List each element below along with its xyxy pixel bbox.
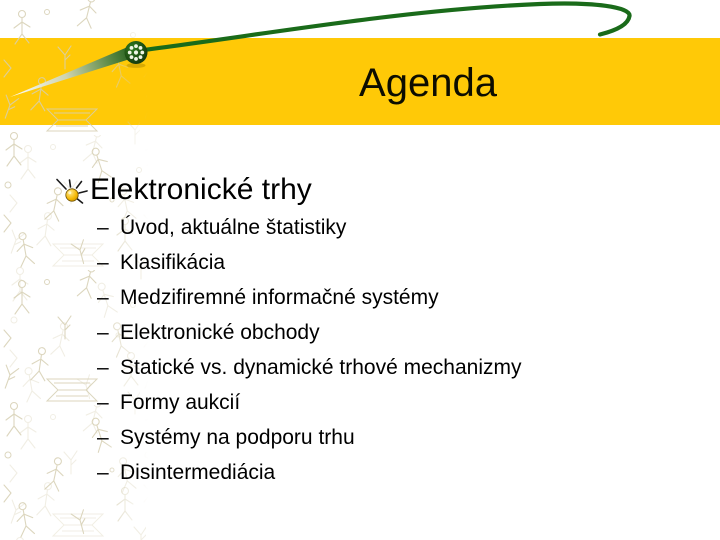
agenda-list <box>97 214 521 494</box>
sub-bullet-dash: – <box>97 426 109 449</box>
sub-bullet-dash: – <box>97 251 109 274</box>
sub-bullet-dash: – <box>97 286 109 309</box>
slide-title: Agenda <box>359 61 497 105</box>
list-item-text: Klasifikácia <box>120 251 226 274</box>
list-item <box>97 214 521 249</box>
list-item-text: Systémy na podporu trhu <box>120 426 355 449</box>
bullet-heading-row <box>54 172 312 208</box>
list-item <box>97 459 521 494</box>
sub-bullet-dash: – <box>97 216 109 239</box>
sub-bullet-dash: – <box>97 391 109 414</box>
list-item <box>97 249 521 284</box>
bullet-heading: Elektronické trhy <box>90 173 312 206</box>
list-item <box>97 424 521 459</box>
list-item-text: Formy aukcií <box>120 391 241 414</box>
list-item-text: Medzifiremné informačné systémy <box>120 286 439 309</box>
list-item <box>97 389 521 424</box>
list-item <box>97 284 521 319</box>
list-item-text: Disintermediácia <box>120 461 276 484</box>
sub-bullet-dash: – <box>97 321 109 344</box>
sun-bullet-icon <box>54 176 90 206</box>
list-item <box>97 319 521 354</box>
sub-bullet-dash: – <box>97 356 109 379</box>
list-item-text: Elektronické obchody <box>120 321 320 344</box>
list-item-text: Statické vs. dynamické trhové mechanizmy <box>120 356 522 379</box>
sub-bullet-dash: – <box>97 461 109 484</box>
list-item <box>97 354 521 389</box>
list-item-text: Úvod, aktuálne štatistiky <box>120 216 347 239</box>
